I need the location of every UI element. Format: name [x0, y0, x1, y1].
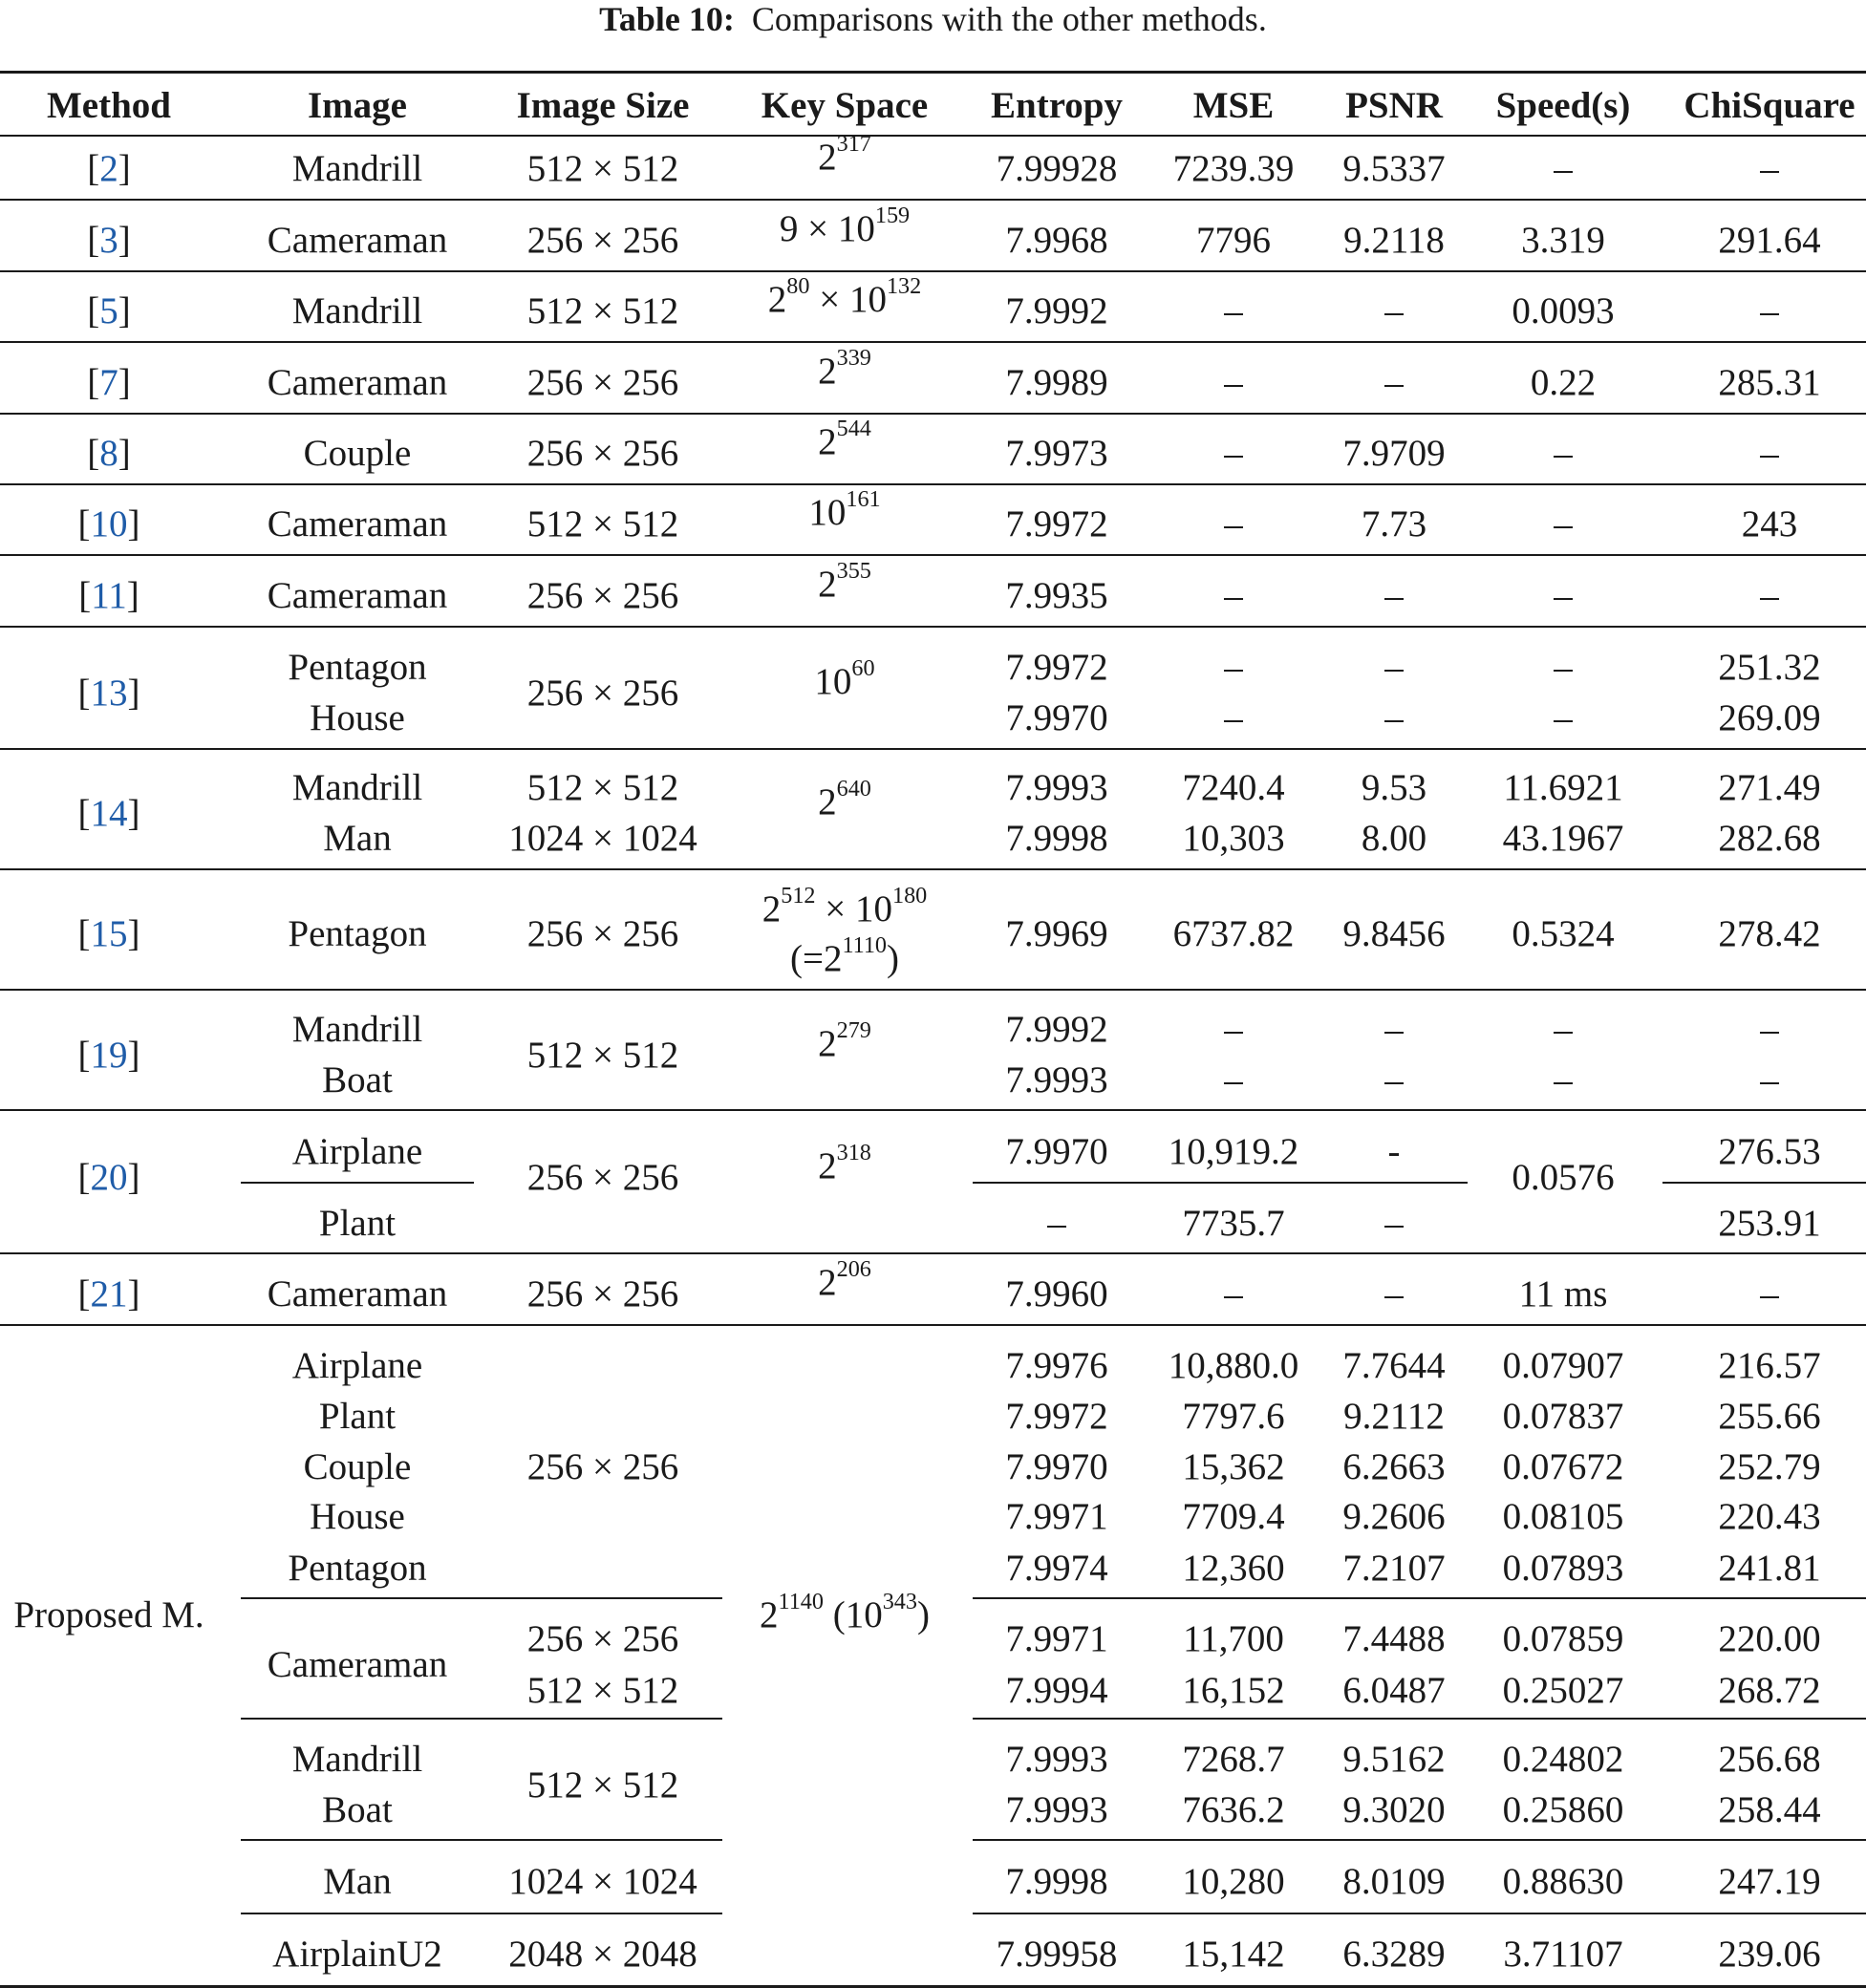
cell-method: [20]	[77, 1157, 140, 1198]
cell-speed: –	[1554, 1009, 1573, 1050]
cell-psnr: 9.2118	[1343, 220, 1445, 261]
cell-entropy: 7.9994	[1005, 1670, 1108, 1711]
column-header-method: Method	[47, 85, 171, 126]
cell-key: $2^{339}$	[818, 345, 871, 392]
cell-entropy: 7.9992	[1005, 1009, 1108, 1050]
cell-chi: 258.44	[1718, 1789, 1821, 1830]
table-rule	[0, 748, 1866, 750]
cell-mse: –	[1224, 1059, 1243, 1101]
proposed-method-label: Proposed M.	[13, 1594, 204, 1635]
cell-key: $2^{317}$	[818, 131, 871, 178]
table-rule	[241, 1839, 722, 1841]
column-header-speed: Speed(s)	[1495, 85, 1631, 126]
reference-link[interactable]: 14	[90, 792, 128, 834]
cell-image: Airplane	[291, 1131, 423, 1172]
cell-chi: 216.57	[1718, 1345, 1821, 1386]
reference-link[interactable]: 21	[90, 1273, 128, 1315]
cell-method: [11]	[78, 575, 139, 616]
cell-mse: –	[1224, 697, 1243, 738]
cell-image: Airplane	[291, 1345, 423, 1386]
cell-speed: –	[1554, 503, 1573, 545]
cell-chi: 239.06	[1718, 1934, 1821, 1975]
cell-method: [3]	[87, 220, 131, 261]
table-rule	[0, 626, 1866, 628]
cell-psnr: –	[1384, 1273, 1404, 1315]
table-rule	[241, 1718, 722, 1720]
cell-method: [14]	[77, 792, 140, 834]
cell-size: 512 × 512	[526, 148, 679, 189]
cell-key: $(=2^{1110})$	[789, 932, 900, 979]
cell-psnr: –	[1384, 1009, 1404, 1050]
cell-mse: –	[1224, 290, 1243, 331]
cell-entropy: 7.9969	[1005, 913, 1108, 954]
cell-entropy: 7.9935	[1005, 575, 1108, 616]
cell-speed: 0.25860	[1502, 1789, 1624, 1830]
cell-mse: 15,142	[1182, 1934, 1285, 1975]
reference-link[interactable]: 15	[90, 913, 128, 954]
cell-speed: 0.5324	[1512, 913, 1615, 954]
cell-chi: 247.19	[1718, 1861, 1821, 1902]
cell-entropy: 7.9993	[1005, 1789, 1108, 1830]
cell-mse: 15,362	[1182, 1446, 1285, 1487]
cell-size: 1024 × 1024	[508, 818, 697, 859]
cell-speed: –	[1554, 1059, 1573, 1101]
cell-chi: 243	[1741, 503, 1798, 545]
cell-psnr: –	[1384, 362, 1404, 403]
cell-size: 256 × 256	[526, 433, 679, 474]
cell-psnr: 7.73	[1361, 503, 1427, 545]
cell-chi: 251.32	[1718, 647, 1821, 688]
table-rule	[0, 199, 1866, 201]
cell-psnr: 7.9709	[1342, 433, 1446, 474]
cell-size: 256 × 256	[526, 1157, 679, 1198]
cell-mse: 10,303	[1182, 818, 1285, 859]
cell-size: 512 × 512	[526, 290, 679, 331]
cell-chi: 285.31	[1718, 362, 1821, 403]
cell-entropy: 7.9968	[1005, 220, 1108, 261]
cell-chi: 278.42	[1718, 913, 1821, 954]
reference-link[interactable]: 2	[99, 148, 118, 189]
cell-key: $2^{640}$	[818, 775, 871, 823]
cell-chi: 291.64	[1718, 220, 1821, 261]
cell-speed: 0.07893	[1502, 1548, 1624, 1589]
cell-speed: 0.07837	[1502, 1396, 1624, 1437]
table-rule	[0, 989, 1866, 991]
cell-image: Boat	[322, 1789, 393, 1830]
cell-image: Couple	[303, 1446, 412, 1487]
cell-key: $2^{206}$	[818, 1256, 871, 1303]
cell-psnr: 8.0109	[1342, 1861, 1446, 1902]
cell-image: Mandrill	[291, 290, 423, 331]
cell-mse: –	[1224, 575, 1243, 616]
cell-image: Cameraman	[267, 1273, 448, 1315]
cell-psnr: 6.0487	[1342, 1670, 1446, 1711]
cell-size: 256 × 256	[526, 362, 679, 403]
cell-size: 256 × 256	[526, 1446, 679, 1487]
cell-psnr: 7.4488	[1342, 1618, 1446, 1659]
cell-entropy: 7.9971	[1005, 1618, 1108, 1659]
cell-size: 256 × 256	[526, 913, 679, 954]
cell-entropy: 7.9970	[1005, 1131, 1108, 1172]
cell-image: Boat	[322, 1059, 393, 1101]
cell-chi: 255.66	[1718, 1396, 1821, 1437]
cell-mse: 7239.39	[1172, 148, 1295, 189]
cell-entropy: 7.9973	[1005, 433, 1108, 474]
cell-speed: 11.6921	[1503, 767, 1623, 808]
cell-image: House	[310, 697, 405, 738]
reference-link[interactable]: 10	[90, 503, 128, 545]
reference-link[interactable]: 19	[90, 1034, 128, 1076]
cell-size: 256 × 256	[526, 220, 679, 261]
caption-label: Table 10:	[599, 0, 735, 38]
cell-image: House	[310, 1496, 405, 1537]
cell-mse: 7735.7	[1182, 1203, 1285, 1244]
table-rule	[0, 1324, 1866, 1326]
cell-image: Mandrill	[291, 1009, 423, 1050]
caption-text: Comparisons with the other methods.	[751, 0, 1267, 38]
cell-image: AirplainU2	[272, 1934, 442, 1975]
cell-chi: 268.72	[1718, 1670, 1821, 1711]
cell-entropy: 7.9970	[1005, 1446, 1108, 1487]
cell-chi: –	[1760, 1009, 1779, 1050]
cell-speed: 0.0576	[1512, 1157, 1615, 1198]
cell-image: Cameraman	[267, 220, 448, 261]
cell-speed: –	[1554, 697, 1573, 738]
cell-image: Cameraman	[267, 575, 448, 616]
cell-mse: –	[1224, 503, 1243, 545]
cell-chi: 252.79	[1718, 1446, 1821, 1487]
table-rule	[0, 413, 1866, 415]
cell-mse: 16,152	[1182, 1670, 1285, 1711]
cell-image: Cameraman	[267, 362, 448, 403]
cell-chi: 276.53	[1718, 1131, 1821, 1172]
cell-key: $2^{318}$	[818, 1140, 871, 1186]
cell-psnr: –	[1384, 697, 1404, 738]
table-rule	[241, 1597, 722, 1599]
cell-key: $2^{279}$	[818, 1016, 871, 1064]
cell-key: $2^{355}$	[818, 558, 871, 605]
table-rule	[973, 1597, 1866, 1599]
table-rule	[241, 1913, 722, 1914]
cell-method: [8]	[87, 433, 131, 474]
cell-mse: 11,700	[1183, 1618, 1284, 1659]
cell-speed: –	[1554, 647, 1573, 688]
cell-psnr: 9.8456	[1342, 913, 1446, 954]
cell-chi: 220.00	[1718, 1618, 1821, 1659]
table-rule	[973, 1913, 1866, 1914]
cell-chi: 220.43	[1718, 1496, 1821, 1537]
cell-image: Mandrill	[291, 148, 423, 189]
cell-method: [15]	[77, 913, 140, 954]
cell-size: 512 × 512	[526, 1670, 679, 1711]
cell-entropy: 7.9971	[1005, 1496, 1108, 1537]
table-rule	[0, 341, 1866, 343]
table-rule	[973, 1718, 1866, 1720]
cell-psnr: 7.7644	[1342, 1345, 1446, 1386]
cell-psnr: 9.2606	[1342, 1496, 1446, 1537]
cell-method: [21]	[77, 1273, 140, 1315]
cell-speed: 0.25027	[1502, 1670, 1624, 1711]
cell-image: Man	[323, 818, 392, 859]
cell-image: Pentagon	[288, 913, 427, 954]
cell-method: [10]	[77, 503, 140, 545]
cell-speed: 0.07672	[1502, 1446, 1624, 1487]
cell-image: Mandrill	[291, 767, 423, 808]
reference-link[interactable]: 11	[91, 575, 127, 616]
cell-entropy: 7.9970	[1005, 697, 1108, 738]
cell-entropy: 7.9993	[1005, 767, 1108, 808]
cell-entropy: 7.9974	[1005, 1548, 1108, 1589]
cell-entropy: 7.9992	[1005, 290, 1108, 331]
cell-image: Cameraman	[267, 503, 448, 545]
table-rule	[0, 71, 1866, 74]
cell-entropy: –	[1047, 1203, 1066, 1244]
cell-mse: 7797.6	[1182, 1396, 1285, 1437]
cell-method: [2]	[87, 148, 131, 189]
cell-speed: –	[1554, 575, 1573, 616]
reference-link[interactable]: 13	[90, 672, 128, 714]
cell-mse: 10,919.2	[1168, 1131, 1299, 1172]
cell-size: 512 × 512	[526, 503, 679, 545]
cell-mse: –	[1224, 647, 1243, 688]
cell-entropy: 7.9998	[1005, 818, 1108, 859]
cell-entropy: 7.99928	[996, 148, 1118, 189]
cell-entropy: 7.9993	[1005, 1059, 1108, 1101]
cell-image: Man	[323, 1861, 392, 1902]
cell-chi: –	[1760, 290, 1779, 331]
cell-mse: –	[1224, 1273, 1243, 1315]
cell-mse: 7709.4	[1182, 1496, 1285, 1537]
cell-mse: –	[1224, 362, 1243, 403]
cell-speed: 11 ms	[1518, 1273, 1608, 1315]
cell-psnr: 9.2112	[1343, 1396, 1445, 1437]
cell-size: 2048 × 2048	[508, 1934, 697, 1975]
cell-entropy: 7.9972	[1005, 503, 1108, 545]
cell-key: $2^{512} \times 10^{180}$	[761, 883, 928, 930]
cell-chi: 271.49	[1718, 767, 1821, 808]
cell-entropy: 7.9976	[1005, 1345, 1108, 1386]
cell-mse: 7240.4	[1182, 767, 1285, 808]
cell-image: Pentagon	[288, 647, 427, 688]
cell-chi: 241.81	[1718, 1548, 1821, 1589]
cell-chi: –	[1760, 433, 1779, 474]
cell-entropy: 7.9993	[1005, 1739, 1108, 1780]
table-rule	[0, 554, 1866, 556]
cell-image: Plant	[318, 1396, 397, 1437]
cell-psnr: 9.3020	[1342, 1789, 1446, 1830]
table-rule	[1662, 1182, 1866, 1184]
cell-chi: –	[1760, 1273, 1779, 1315]
cell-image: Plant	[318, 1203, 397, 1244]
cell-entropy: 7.9998	[1005, 1861, 1108, 1902]
cell-method: [7]	[87, 362, 131, 403]
table-rule	[241, 1182, 474, 1184]
cell-mse: 10,880.0	[1168, 1345, 1299, 1386]
cell-psnr: –	[1384, 1203, 1404, 1244]
cell-size: 1024 × 1024	[508, 1861, 697, 1902]
reference-link[interactable]: 3	[99, 220, 118, 261]
cell-chi: 269.09	[1718, 697, 1821, 738]
cell-size: 512 × 512	[526, 767, 679, 808]
cell-mse: 7636.2	[1182, 1789, 1285, 1830]
cell-chi: –	[1760, 148, 1779, 189]
cell-size: 256 × 256	[526, 575, 679, 616]
cell-psnr: 9.53	[1361, 767, 1427, 808]
cell-image: Couple	[303, 433, 412, 474]
table-rule	[0, 1109, 1866, 1111]
cell-entropy: 7.9972	[1005, 647, 1108, 688]
cell-psnr: -	[1387, 1131, 1401, 1172]
cell-key: $10^{60}$	[814, 654, 875, 702]
cell-size: 256 × 256	[526, 1273, 679, 1315]
cell-chi: 256.68	[1718, 1739, 1821, 1780]
cell-entropy: 7.9989	[1005, 362, 1108, 403]
cell-psnr: 6.3289	[1342, 1934, 1446, 1975]
cell-speed: 0.07859	[1502, 1618, 1624, 1659]
cell-chi: 253.91	[1718, 1203, 1821, 1244]
cell-method: [13]	[77, 672, 140, 714]
cell-mse: –	[1224, 433, 1243, 474]
cell-size: 512 × 512	[526, 1034, 679, 1076]
column-header-entropy: Entropy	[991, 85, 1123, 126]
cell-mse: 7796	[1196, 220, 1271, 261]
cell-mse: 12,360	[1182, 1548, 1285, 1589]
table-rule	[973, 1182, 1468, 1184]
column-header-image: Image	[308, 85, 407, 126]
cell-psnr: –	[1384, 647, 1404, 688]
cell-speed: –	[1554, 433, 1573, 474]
cell-psnr: –	[1384, 290, 1404, 331]
cell-size: 256 × 256	[526, 672, 679, 714]
table-rule	[0, 270, 1866, 272]
table-rule	[0, 868, 1866, 870]
reference-link[interactable]: 8	[99, 433, 118, 474]
cell-speed: 0.24802	[1502, 1739, 1624, 1780]
column-header-key: Key Space	[761, 85, 929, 126]
cell-speed: 0.22	[1530, 362, 1597, 403]
cell-image: Cameraman	[267, 1644, 448, 1685]
cell-image: Mandrill	[291, 1739, 423, 1780]
cell-speed: 0.08105	[1502, 1496, 1624, 1537]
cell-speed: 0.07907	[1502, 1345, 1624, 1386]
cell-speed: 43.1967	[1502, 818, 1624, 859]
cell-psnr: 8.00	[1361, 818, 1427, 859]
cell-mse: 6737.82	[1172, 913, 1295, 954]
column-header-chi: ChiSquare	[1684, 85, 1855, 126]
cell-mse: 10,280	[1182, 1861, 1285, 1902]
cell-speed: 3.319	[1521, 220, 1605, 261]
cell-size: 256 × 256	[526, 1618, 679, 1659]
column-header-size: Image Size	[516, 85, 690, 126]
reference-link[interactable]: 20	[90, 1157, 128, 1198]
reference-link[interactable]: 5	[99, 290, 118, 331]
cell-mse: 7268.7	[1182, 1739, 1285, 1780]
cell-key: $10^{161}$	[808, 486, 881, 533]
cell-speed: 0.88630	[1502, 1861, 1624, 1902]
cell-psnr: 9.5337	[1342, 148, 1446, 189]
cell-chi: –	[1760, 1059, 1779, 1101]
column-header-psnr: PSNR	[1345, 85, 1443, 126]
cell-entropy: 7.99958	[996, 1934, 1118, 1975]
cell-speed: –	[1554, 148, 1573, 189]
table-rule	[0, 483, 1866, 485]
cell-psnr: –	[1384, 575, 1404, 616]
cell-psnr: 6.2663	[1342, 1446, 1446, 1487]
column-header-mse: MSE	[1192, 85, 1275, 126]
cell-psnr: 9.5162	[1342, 1739, 1446, 1780]
cell-method: [19]	[77, 1034, 140, 1076]
cell-entropy: 7.9960	[1005, 1273, 1108, 1315]
table-rule	[0, 1252, 1866, 1254]
cell-psnr: 7.2107	[1342, 1548, 1446, 1589]
cell-entropy: 7.9972	[1005, 1396, 1108, 1437]
cell-speed: 0.0093	[1512, 290, 1615, 331]
cell-key: $2^{544}$	[818, 416, 871, 462]
cell-chi: –	[1760, 575, 1779, 616]
cell-method: [5]	[87, 290, 131, 331]
cell-key: $9 \times 10^{159}$	[779, 203, 911, 249]
cell-size: 512 × 512	[526, 1764, 679, 1806]
cell-chi: 282.68	[1718, 818, 1821, 859]
reference-link[interactable]: 7	[99, 362, 118, 403]
cell-speed: 3.71107	[1503, 1934, 1623, 1975]
cell-key: $2^{80} \times 10^{132}$	[767, 273, 922, 320]
cell-mse: –	[1224, 1009, 1243, 1050]
proposed-key-space: $2^{1140}$ $(10^{343})$	[760, 1589, 930, 1635]
cell-psnr: –	[1384, 1059, 1404, 1101]
table-rule	[973, 1839, 1866, 1841]
cell-image: Pentagon	[288, 1548, 427, 1589]
